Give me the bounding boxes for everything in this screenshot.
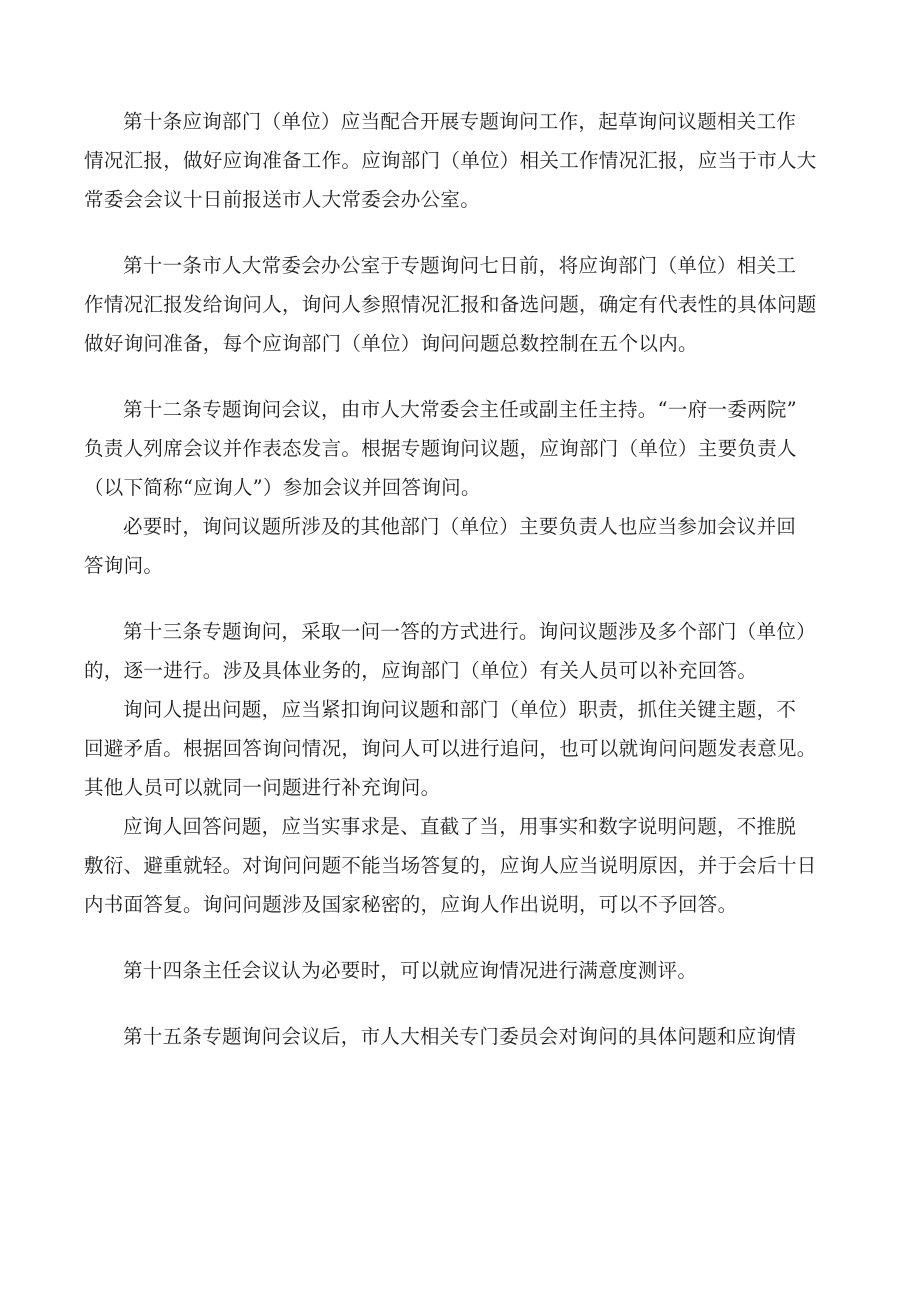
article-11-paragraph: 第十一条市人大常委会办公室于专题询问七日前，将应询部门（单位）相关工 作情况汇报发给询问人，询问人参照情况汇报和备选问题，确定有代表性的具体问题 做好询问准备，每个应询部门（单位）询问问题总数控制在五个以内。 [84,254,817,355]
article-13-respondent-paragraph: 应询人回答问题，应当实事求是、直截了当，用事实和数字说明问题，不推脱 敷衍、避重就轻。对询问问题不能当场答复的，应询人应当说明原因，并于会后十日 内书面答复。询问问题涉及国家秘密的，应询人作出说明，可以不予回答。 [84,815,817,916]
document-body [84,102,824,1056]
article-12-continuation-paragraph: 必要时，询问议题所涉及的其他部门（单位）主要负责人也应当参加会议并回 答询问。 [84,515,797,577]
article-15-paragraph: 第十五条专题询问会议后，市人大相关专门委员会对询问的具体问题和应询情 [123,1025,797,1048]
article-13-paragraph: 第十三条专题询问，采取一问一答的方式进行。询问议题涉及多个部门（单位） 的，逐一进行。涉及具体业务的，应询部门（单位）有关人员可以补充回答。 [84,620,817,682]
article-14-paragraph: 第十四条主任会议认为必要时，可以就应询情况进行满意度测评。 [123,959,698,982]
article-13-questioner-paragraph: 询问人提出问题，应当紧扣询问议题和部门（单位）职责，抓住关键主题，不 回避矛盾。根据回答询问情况，询问人可以进行追问，也可以就询问问题发表意见。 其他人员可以就同一问题进行补充询问。 [84,698,817,799]
article-10-paragraph: 第十条应询部门（单位）应当配合开展专题询问工作，起草询问议题相关工作 情况汇报，做好应询准备工作。应询部门（单位）相关工作情况汇报，应当于市人大 常委会会议十日前报送市人大常委会办公室。 [84,110,817,211]
article-12-paragraph: 第十二条专题询问会议，由市人大常委会主任或副主任主持。“一府一委两院” 负责人列席会议并作表态发言。根据专题询问议题，应询部门（单位）主要负责人 （以下简称“应询人”）参加会议并回答询问。 [84,398,797,499]
